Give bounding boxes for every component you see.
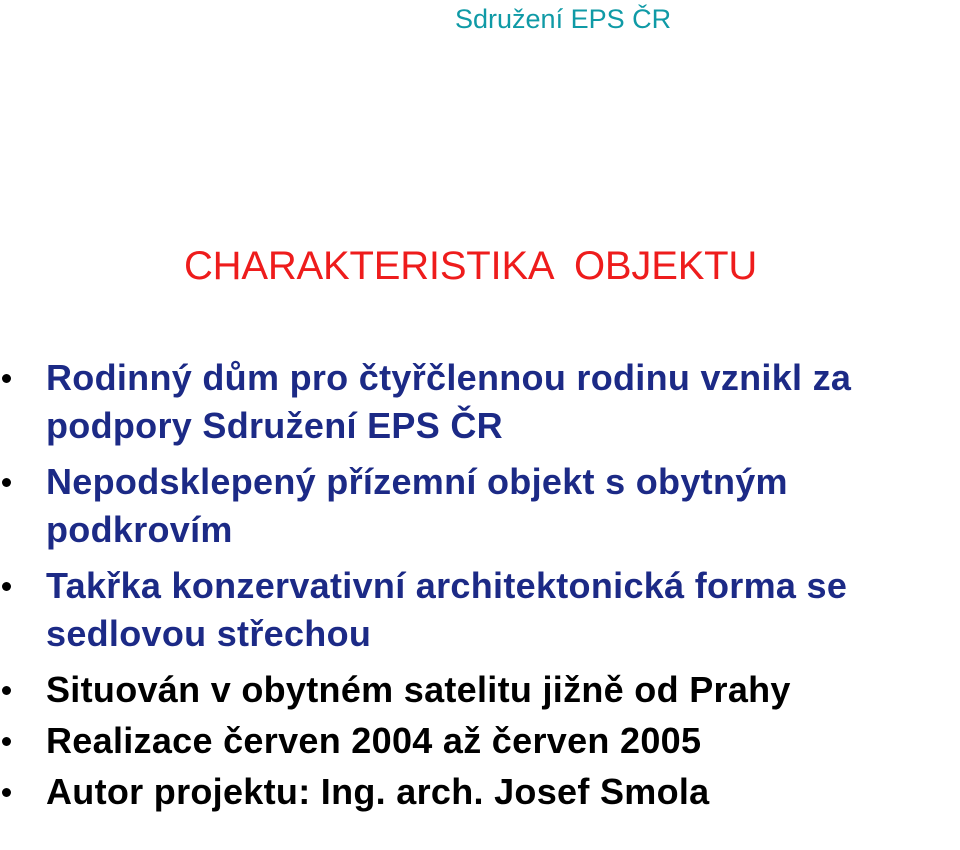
bullet-item-purpose [0, 354, 960, 450]
bullet-text-line: Takřka konzervativní architektonická forma se [46, 565, 848, 606]
bullet-dot-icon [2, 788, 11, 797]
bullet-text-line: podkrovím [46, 509, 233, 550]
bullet-item-architecture [0, 562, 960, 658]
bullet-text-line: sedlovou střechou [46, 613, 372, 654]
bullet-dot-icon [2, 582, 11, 591]
bullet-list [0, 354, 960, 819]
bullet-text-line: Nepodsklepený přízemní objekt s obytným [46, 461, 788, 502]
bullet-item-building-type [0, 458, 960, 554]
slide-title: CHARAKTERISTIKA OBJEKTU [184, 244, 758, 288]
bullet-text-line: podpory Sdružení EPS ČR [46, 405, 503, 446]
bullet-dot-icon [2, 478, 11, 487]
bullet-text-line: Rodinný dům pro čtyřčlennou rodinu vznikl za [46, 357, 852, 398]
bullet-item-author [0, 768, 960, 816]
bullet-item-location [0, 666, 960, 714]
bullet-dot-icon [2, 737, 11, 746]
bullet-dot-icon [2, 374, 11, 383]
bullet-dot-icon [2, 686, 11, 695]
bullet-item-realization [0, 717, 960, 765]
bullet-text-line: Realizace červen 2004 až červen 2005 [46, 720, 702, 761]
bullet-text-line: Autor projektu: Ing. arch. Josef Smola [46, 771, 710, 812]
bullet-text-line: Situován v obytném satelitu jižně od Prahy [46, 669, 791, 710]
header-text: Sdružení EPS ČR [455, 4, 672, 34]
